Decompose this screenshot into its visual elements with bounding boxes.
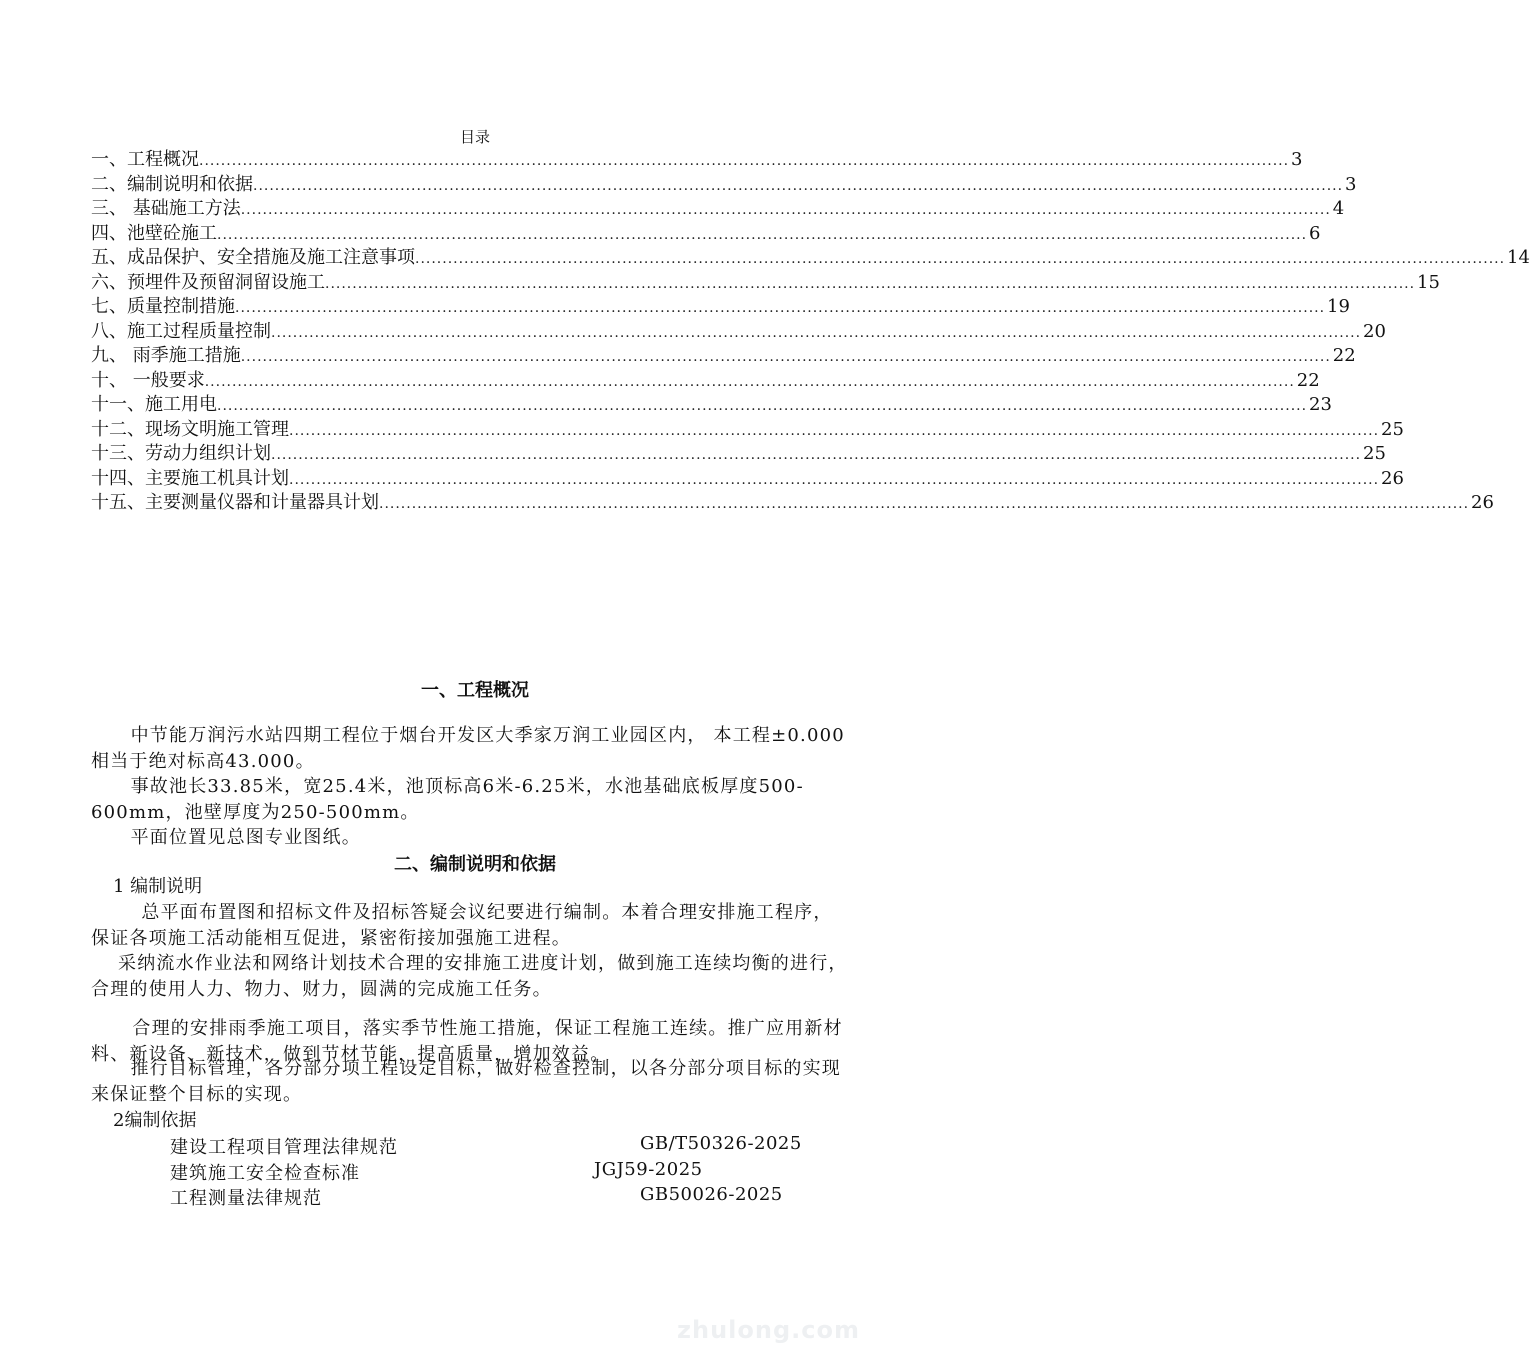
section-2-paragraph-1: 总平面布置图和招标文件及招标答疑会议纪要进行编制。本着合理安排施工程序，保证各项施工活动能相互促进，紧密衔接加强施工进程。 bbox=[91, 902, 833, 949]
toc-leader-dots: ........................................................................................................................................................................................................ bbox=[325, 275, 1416, 292]
toc-entry-label: 八、施工过程质量控制 bbox=[91, 320, 271, 342]
basis-code-2: JGJ59-2025 bbox=[594, 1159, 703, 1180]
toc-entry[interactable] bbox=[91, 148, 1303, 173]
toc-entry-label: 十、 一般要求 bbox=[91, 369, 205, 391]
toc-entry-page: 3 bbox=[1291, 149, 1303, 170]
toc-leader-dots: ........................................................................................................................................................................................................ bbox=[204, 373, 1295, 390]
toc-entry-page: 3 bbox=[1345, 173, 1357, 195]
toc-leader-dots: ........................................................................................................................................................................................................ bbox=[415, 251, 1506, 267]
toc-entry-page: 22 bbox=[1332, 345, 1356, 366]
toc-entry-page: 14 bbox=[1507, 247, 1530, 268]
toc-entry[interactable] bbox=[91, 442, 1386, 467]
section-2-paragraph-2: 采纳流水作业法和网络计划技术合理的安排施工进度计划，做到施工连续均衡的进行，合理的使用人力、物力、财力，圆满的完成施工任务。 bbox=[91, 953, 848, 1000]
toc-entry-label: 二、编制说明和依据 bbox=[91, 173, 253, 195]
toc-entry-label: 十五、主要测量仪器和计量器具计划 bbox=[91, 492, 379, 513]
toc-entry-label: 七、质量控制措施 bbox=[91, 296, 235, 317]
toc-entry-label: 十四、主要施工机具计划 bbox=[91, 467, 289, 489]
toc-entry[interactable] bbox=[91, 393, 1332, 418]
toc-entry[interactable] bbox=[91, 271, 1440, 296]
toc-entry-page: 15 bbox=[1417, 271, 1440, 293]
subsection-1-heading: 1 编制说明 bbox=[113, 876, 203, 897]
toc-entry-label: 五、成品保护、安全措施及施工注意事项 bbox=[91, 247, 415, 268]
toc-entry-page: 22 bbox=[1296, 369, 1320, 391]
toc-entry-page: 20 bbox=[1363, 320, 1386, 342]
section-1-paragraph-2: 事故池长33.85米，宽25.4米，池顶标高6米-6.25米，水池基础底板厚度500-600mm，池壁厚度为250-500mm。 bbox=[91, 776, 804, 823]
toc-entry[interactable] bbox=[91, 344, 1356, 369]
basis-name-3: 工程测量法律规范 bbox=[170, 1188, 322, 1209]
section-1-title: 一、工程概况 bbox=[421, 680, 529, 701]
toc-entry-label: 十一、施工用电 bbox=[91, 394, 217, 415]
toc-leader-dots: ........................................................................................................................................................................................................ bbox=[199, 153, 1290, 169]
section-2-title: 二、编制说明和依据 bbox=[394, 854, 556, 875]
toc-entry-page: 26 bbox=[1381, 467, 1404, 489]
toc-title: 目录 bbox=[459, 128, 490, 146]
section-1-paragraph-3: 平面位置见总图专业图纸。 bbox=[130, 827, 361, 848]
toc-entry[interactable] bbox=[91, 369, 1320, 394]
section-2-paragraph-4: 推行目标管理，各分部分项工程设定目标，做好检查控制，以各分部分项目标的实现来保证整个目标的实现。 bbox=[91, 1058, 841, 1105]
toc-entry-page: 23 bbox=[1309, 394, 1332, 415]
toc-entry-label: 十二、现场文明施工管理 bbox=[91, 418, 289, 440]
table-of-contents bbox=[91, 148, 1530, 516]
toc-leader-dots: ........................................................................................................................................................................................................ bbox=[217, 398, 1308, 414]
toc-entry[interactable] bbox=[91, 491, 1494, 516]
section-2-paragraph-3: 合理的安排雨季施工项目，落实季节性施工措施，保证工程施工连续。推广应用新材料、新设备、新技术，做到节材节能，提高质量，增加效益。 bbox=[91, 1018, 843, 1065]
toc-leader-dots: ........................................................................................................................................................................................................ bbox=[271, 324, 1362, 341]
toc-entry[interactable] bbox=[91, 173, 1357, 198]
basis-name-1: 建设工程项目管理法律规范 bbox=[170, 1137, 398, 1158]
toc-entry[interactable] bbox=[91, 320, 1386, 345]
toc-entry-label: 三、 基础施工方法 bbox=[91, 198, 241, 219]
toc-leader-dots: ........................................................................................................................................................................................................ bbox=[289, 422, 1380, 439]
toc-leader-dots: ........................................................................................................................................................................................................ bbox=[240, 202, 1331, 218]
toc-entry[interactable] bbox=[91, 197, 1345, 222]
toc-entry[interactable] bbox=[91, 295, 1350, 320]
basis-code-3: GB50026-2025 bbox=[640, 1184, 783, 1205]
toc-entry-page: 26 bbox=[1471, 492, 1494, 513]
toc-entry-label: 一、工程概况 bbox=[91, 149, 199, 170]
toc-entry[interactable] bbox=[91, 222, 1321, 247]
toc-entry[interactable] bbox=[91, 246, 1530, 271]
toc-leader-dots: ........................................................................................................................................................................................................ bbox=[271, 447, 1362, 463]
basis-code-1: GB/T50326-2025 bbox=[640, 1133, 802, 1154]
toc-leader-dots: ........................................................................................................................................................................................................ bbox=[289, 471, 1380, 488]
toc-leader-dots: ........................................................................................................................................................................................................ bbox=[217, 226, 1308, 243]
watermark: zhulong.com bbox=[677, 1316, 860, 1344]
toc-entry-page: 25 bbox=[1381, 418, 1404, 440]
toc-leader-dots: ........................................................................................................................................................................................................ bbox=[240, 349, 1331, 365]
basis-name-2: 建筑施工安全检查标准 bbox=[170, 1163, 360, 1184]
toc-entry-page: 19 bbox=[1327, 296, 1350, 317]
subsection-2-heading: 2编制依据 bbox=[113, 1110, 197, 1131]
toc-leader-dots: ........................................................................................................................................................................................................ bbox=[235, 300, 1326, 316]
section-1-paragraph-1: 中节能万润污水站四期工程位于烟台开发区大季家万润工业园区内， 本工程±0.000相当于绝对标高43.000。 bbox=[91, 725, 845, 772]
toc-entry-label: 四、池壁砼施工 bbox=[91, 222, 217, 244]
toc-entry-label: 九、 雨季施工措施 bbox=[91, 345, 241, 366]
toc-entry-page: 25 bbox=[1363, 443, 1386, 464]
toc-entry[interactable] bbox=[91, 418, 1404, 443]
toc-entry[interactable] bbox=[91, 467, 1404, 492]
toc-entry-label: 十三、劳动力组织计划 bbox=[91, 443, 271, 464]
toc-entry-label: 六、预埋件及预留洞留设施工 bbox=[91, 271, 325, 293]
toc-leader-dots: ........................................................................................................................................................................................................ bbox=[253, 177, 1344, 194]
toc-entry-page: 4 bbox=[1332, 198, 1345, 219]
toc-leader-dots: ........................................................................................................................................................................................................ bbox=[379, 496, 1470, 512]
toc-entry-page: 6 bbox=[1309, 222, 1321, 244]
